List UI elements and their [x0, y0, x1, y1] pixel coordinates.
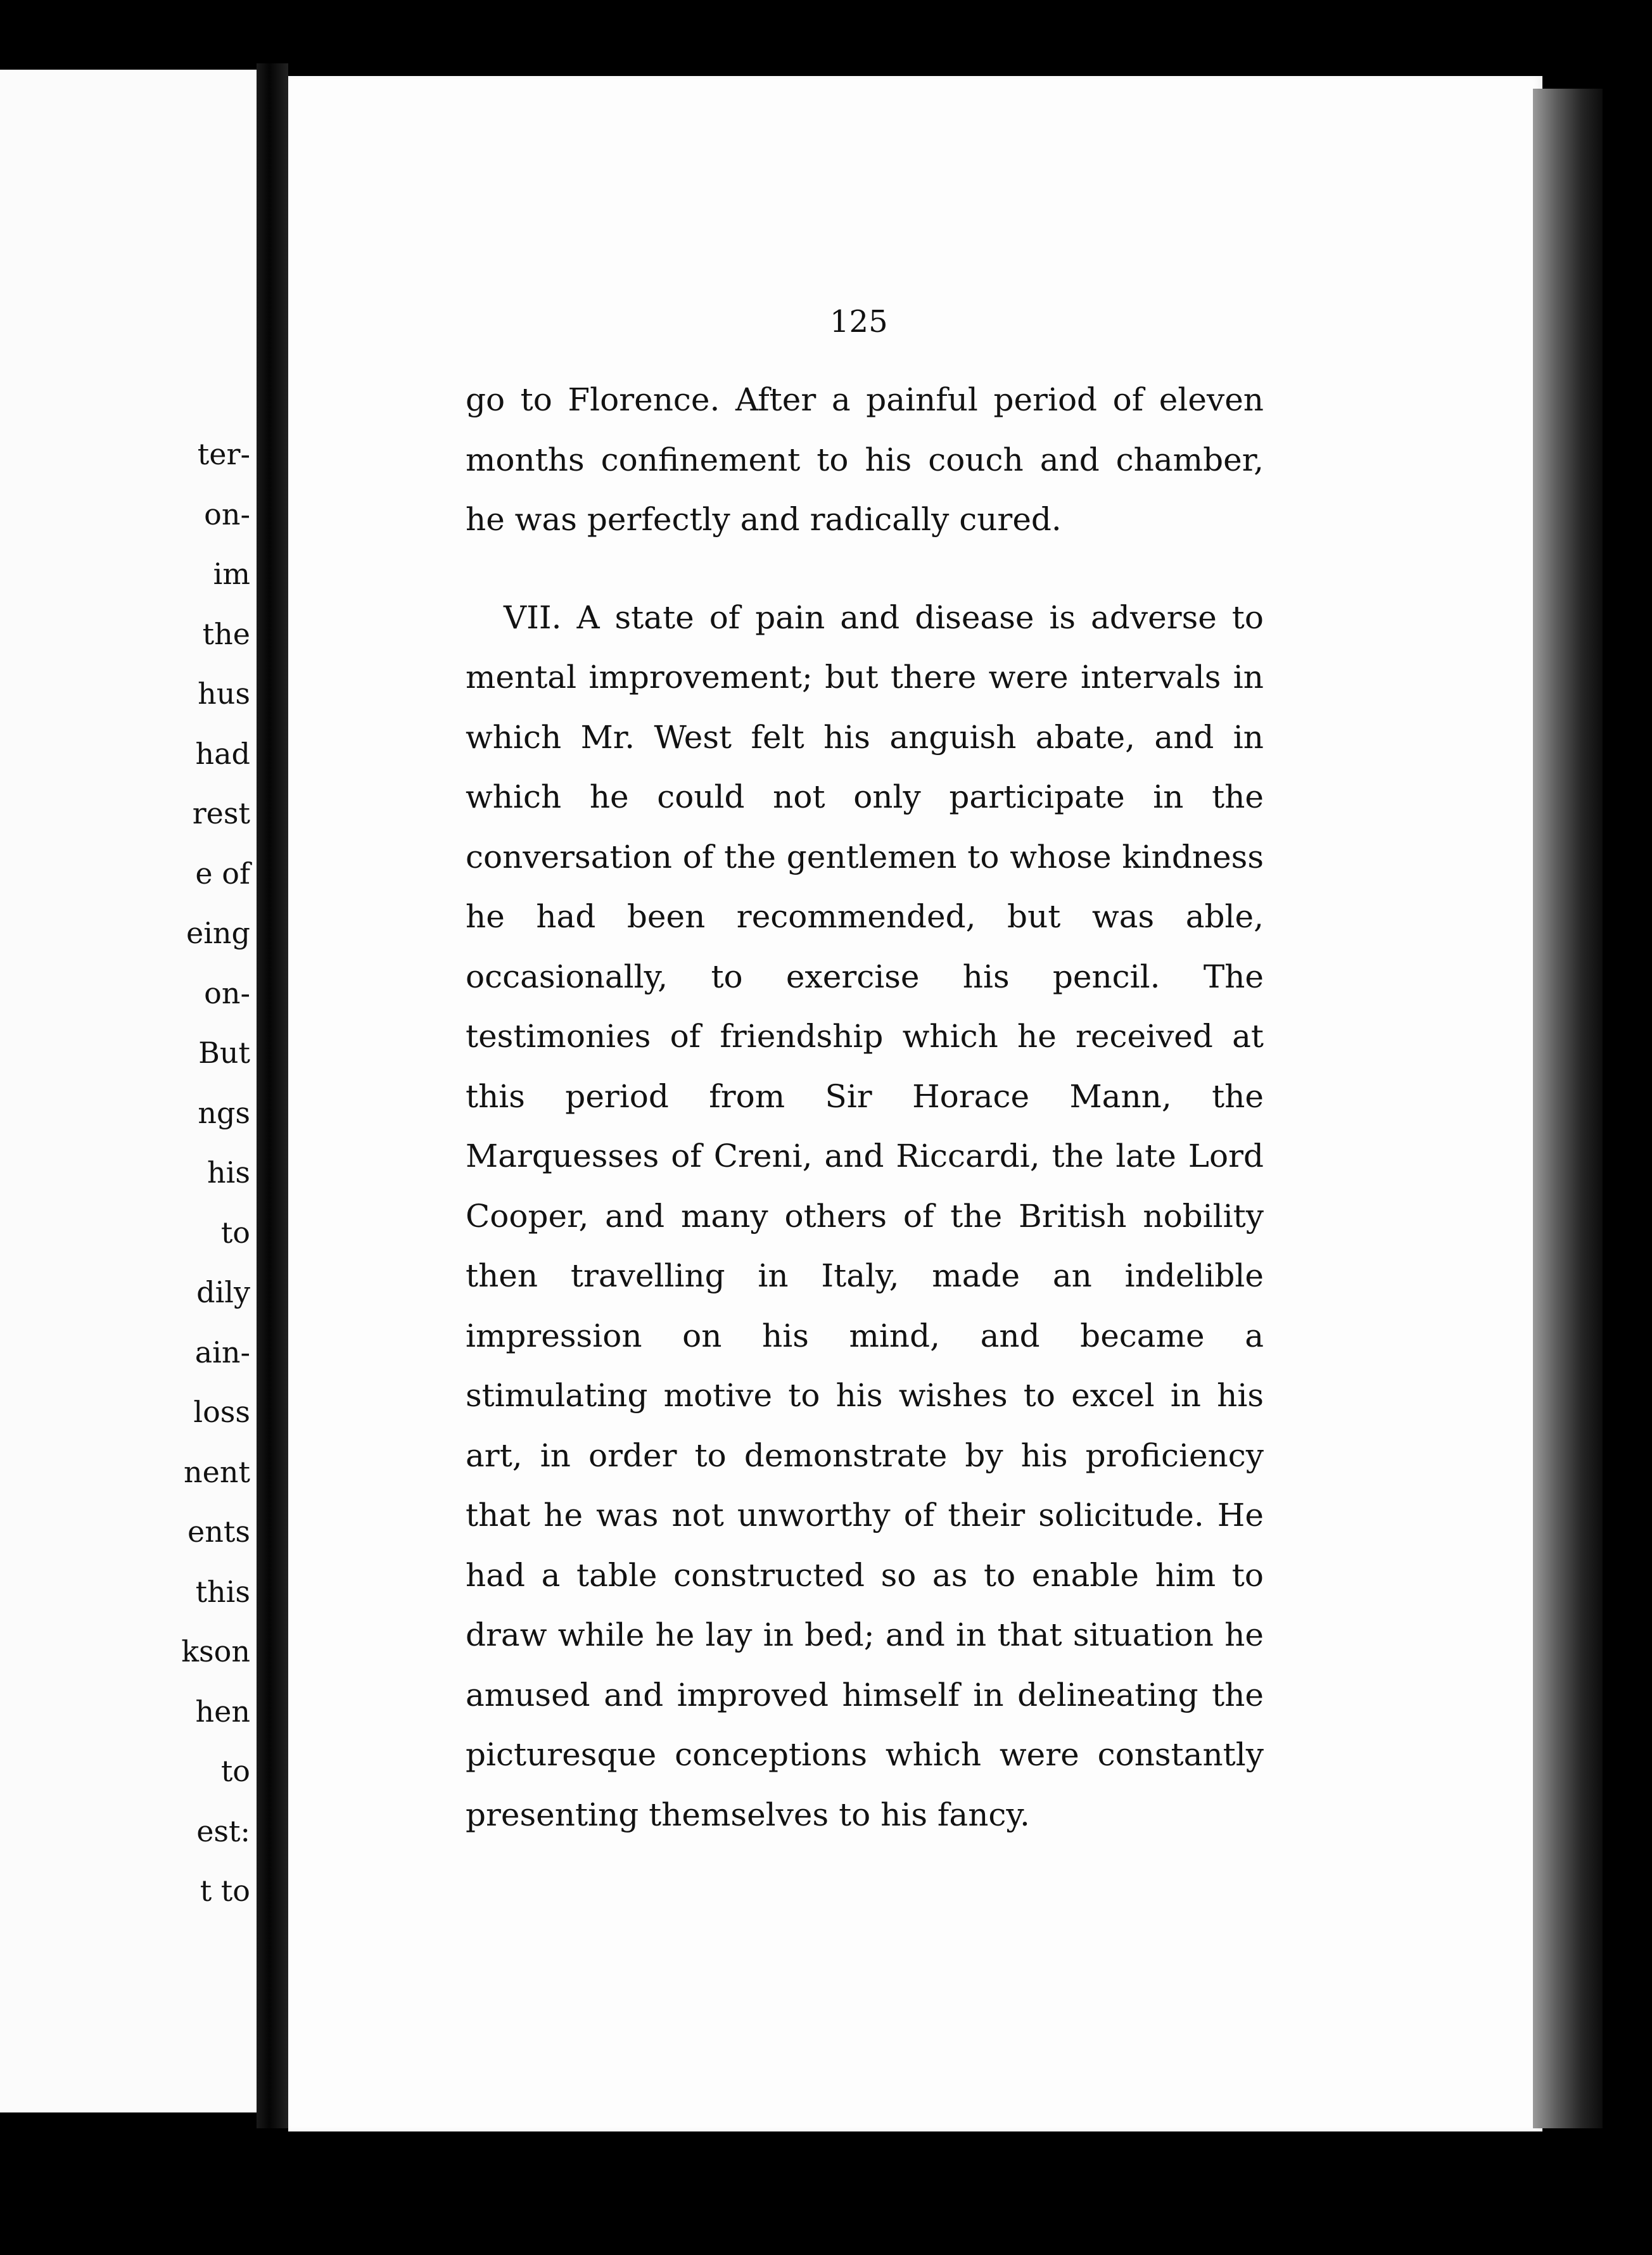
left-fragment: on-	[204, 975, 250, 1010]
left-page	[0, 70, 257, 2112]
page-number: 125	[830, 304, 888, 340]
left-fragment: im	[213, 557, 250, 591]
left-fragment: to	[220, 1215, 250, 1250]
left-fragment: kson	[181, 1634, 250, 1668]
left-fragment: ents	[187, 1515, 250, 1549]
left-fragment: est:	[196, 1814, 250, 1848]
left-fragment: to	[220, 1754, 250, 1788]
left-fragment: this	[195, 1574, 250, 1609]
left-fragment: ain-	[194, 1335, 250, 1369]
book-gutter	[257, 63, 288, 2128]
left-fragment: had	[195, 736, 250, 771]
left-fragment: the	[202, 616, 250, 651]
left-fragment: ngs	[198, 1095, 250, 1130]
left-fragment: e of	[195, 856, 250, 891]
left-fragment: ter-	[197, 437, 250, 471]
page-edge-shadow	[1533, 89, 1603, 2128]
left-fragment: rest	[192, 796, 250, 830]
left-fragment: t to	[200, 1874, 250, 1908]
left-fragment: loss	[193, 1395, 250, 1429]
left-fragment: on-	[204, 497, 250, 531]
left-fragment: eing	[186, 916, 250, 950]
left-fragment: his	[207, 1155, 250, 1190]
paragraph: go to Florence. After a painful period of eleven months confinement to his couch and chamber, he was perfectly and radically cured.	[466, 381, 1264, 538]
body-text	[466, 370, 1264, 1845]
left-fragment: hen	[195, 1694, 250, 1729]
left-fragment: But	[198, 1036, 250, 1070]
paragraph: VII. A state of pain and disease is adverse to mental improvement; but there were intervals in which Mr. West felt his anguish abate, and in which he could not only participate in the conversation of the gentlemen to whose kindness he had been recommended, but was able, occasionally, to exercise his pencil. The testimonies of friendship which he received at this period from Sir Horace Mann, the Marquesses of Creni, and Riccardi, the late Lord Cooper, and many others of the British nobility then travelling in Italy, made an indelible impression on his mind, and became a stimulating motive to his wishes to excel in his art, in order to demonstrate by his proficiency that he was not unworthy of their solicitude. He had a table constructed so as to enable him to draw while he lay in bed; and in that situation he amused and improved himself in delineating the picturesque conceptions which were constantly presenting themselves to his fancy.	[466, 599, 1264, 1833]
left-page-fragments	[181, 424, 257, 1921]
left-fragment: hus	[198, 676, 250, 711]
left-fragment: dily	[196, 1275, 250, 1309]
left-fragment: nent	[184, 1454, 250, 1489]
